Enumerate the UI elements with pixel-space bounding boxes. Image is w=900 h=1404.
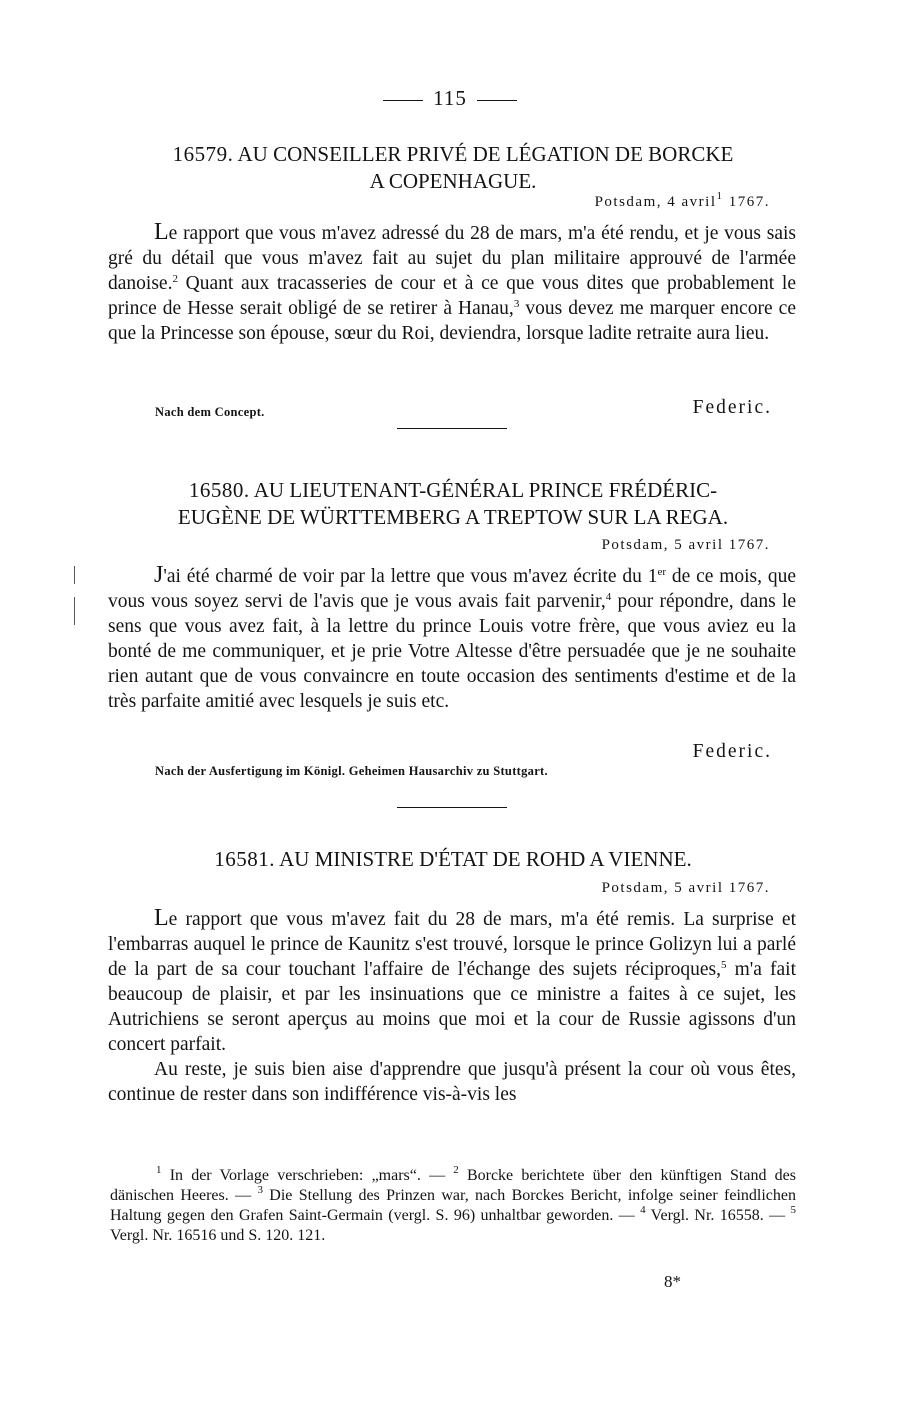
paragraph: Le rapport que vous m'avez fait du 28 de mars, m'a été remis. La surprise et l'embarras auquel le prince de Kaunitz s'est trouvé, lorsque le prince Golizyn lui a parlé de la part de sa cour touchant l'affaire de l'échange des sujets réciproques,$^5$ m'a fait beaucoup de plaisir, et par les insinuations que ce ministre a faites à ce sujet, les Autrichiens se seront aperçus au moins que moi et la cour de Russie agissons d'un concert parfait. [108, 905, 796, 1055]
letter-16581-title [108, 846, 798, 873]
footnote-ref: 2 [172, 273, 178, 285]
page-number-text: 115 [433, 86, 467, 110]
footnotes [110, 1166, 796, 1246]
footnote-text: Borcke berichtete über den künftigen Stand des dänischen Heeres. — [110, 1167, 797, 1204]
page-number-dash-right [477, 100, 517, 101]
letter-16580-title-line1 [108, 477, 798, 504]
letter-16580-source: Nach der Ausfertigung im Königl. Geheimen Hausarchiv zu Stuttgart. [155, 764, 548, 778]
footnote-marker: 4 [640, 1204, 646, 1216]
footnote-text: Vergl. Nr. 16558. — [645, 1207, 791, 1224]
letter-16579-source: Nach dem Concept. [155, 405, 265, 419]
letter-title-text: AU MINISTRE D'ÉTAT DE ROHD A VIENNE. [279, 847, 692, 871]
place: Potsdam, [594, 194, 662, 210]
date: 5 avril 1767. [674, 880, 770, 896]
letter-title-text: AU LIEUTENANT-GÉNÉRAL PRINCE FRÉDÉRIC- [253, 478, 718, 502]
letter-number: 16581. [214, 847, 276, 871]
footnote-marker: 3 [257, 1184, 263, 1196]
section-divider [397, 807, 507, 808]
date: 5 avril 1767. [674, 537, 770, 553]
sheet-signature-mark: 8* [664, 1272, 681, 1291]
section-divider [397, 428, 507, 429]
footnote-text: In der Vorlage verschrieben: „mars“. — [161, 1167, 454, 1184]
letter-16580-title [108, 477, 798, 531]
footnote-ref: 3 [513, 298, 520, 310]
paragraph: Au reste, je suis bien aise d'apprendre que jusqu'à présent la cour où vous êtes, continue de rester dans son indifférence vis-à-vis les [108, 1059, 796, 1105]
letter-16580-title-line2: EUGÈNE DE WÜRTTEMBERG A TREPTOW SUR LA REGA. [177, 505, 729, 529]
place: Potsdam, [601, 880, 669, 896]
letter-16581-place-date [602, 880, 770, 897]
margin-mark [74, 597, 75, 625]
letter-16580-place-date [602, 537, 770, 554]
letter-16580-signature: Federic. [692, 741, 772, 762]
paragraph: J'ai été charmé de voir par la lettre que vous m'avez écrite du 1er de ce mois, que vous vous soyez servi de l'avis que je vous avais fait parvenir,$^4$ pour répondre, dans le sens que vous avez fait, à la lettre du prince Louis votre frère, que vous aviez eu la bonté de me communiquer, et je prie Votre Altesse d'être persuadée que je ne souhaite rien autant que de vous convaincre en toute occasion des sentiments d'estime et de la très parfaite amitié avec lesquels je suis etc. [108, 562, 797, 712]
footnote-ref: 4 [605, 591, 612, 603]
margin-mark [74, 566, 75, 584]
paragraph: Le rapport que vous m'avez adressé du 28 de mars, m'a été rendu, et je vous sais gré du détail que vous m'avez fait au sujet du plan militaire approuvé de l'armée danoise.$^2$ Quant aux tracasseries de cour et à ce que vous dites que probablement le prince de Hesse serait obligé de se retirer à Hanau,$^3$ vous devez me marquer encore ce que la Princesse son épouse, sœur du Roi, deviendra, lorsque ladite retraite aura lieu. [108, 219, 796, 344]
footnote-marker: 5 [790, 1204, 797, 1216]
letter-16579-title [108, 141, 798, 195]
footnote-marker: 1 [156, 1164, 162, 1176]
page-number-dash-left [383, 100, 423, 101]
footnote-text: Die Stellung des Prinzen war, nach Borckes Bericht, infolge seiner feindlichen Haltung gegen den Grafen Saint-Germain (vergl. S. 96) unhaltbar geworden. — [110, 1187, 797, 1224]
date: 4 avril$^1$ 1767. [667, 190, 770, 210]
letter-16579-body [108, 220, 796, 346]
letter-16579-place-date [594, 190, 770, 211]
letter-number: 16580. [188, 478, 250, 502]
footnote-ref: 1 [716, 190, 724, 202]
letter-16581-body [108, 906, 796, 1107]
letter-16580-body [108, 563, 796, 714]
letter-16581-title-line1 [108, 846, 798, 873]
letter-number: 16579. [172, 142, 234, 166]
letter-16579-title-line2: A COPENHAGUE. [369, 169, 537, 193]
place: Potsdam, [601, 537, 669, 553]
letter-16579-title-line1 [108, 141, 798, 168]
letter-16579-signature: Federic. [692, 397, 772, 418]
footnote-marker: 2 [453, 1164, 459, 1176]
page-number [0, 86, 900, 111]
footnote-text: Vergl. Nr. 16516 und S. 120. 121. [110, 1227, 326, 1244]
footnote-ref: 5 [721, 959, 727, 971]
letter-title-text: AU CONSEILLER PRIVÉ DE LÉGATION DE BORCKE [237, 142, 734, 166]
